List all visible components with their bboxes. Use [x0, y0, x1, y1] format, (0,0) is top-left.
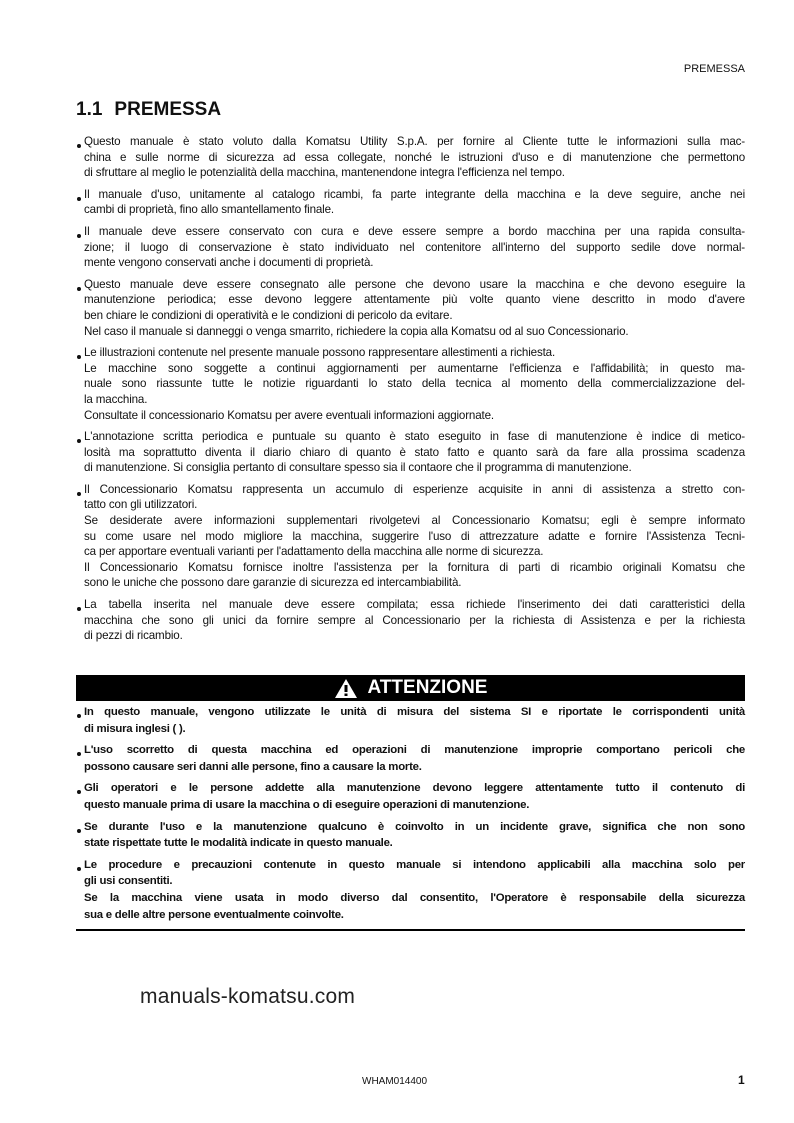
text-line: manutenzione periodica; esse devono leggere attentamente più volte quanto viene descritto in modo d'avere — [84, 293, 745, 307]
text-line: la macchina. — [84, 392, 148, 406]
text-line: state rispettate tutte le modalità indicate in questo manuale. — [84, 837, 393, 850]
watermark: manuals-komatsu.com — [140, 985, 356, 1008]
text-line: L'uso scorretto di questa macchina ed operazioni di manutenzione improprie comportano pericoli che — [84, 744, 745, 757]
text-line: In questo manuale, vengono utilizzate le unità di misura del sistema SI e riportate le corrispondenti unità — [84, 706, 745, 718]
bullet-item — [76, 780, 745, 813]
text-line: mente vengono conservati anche i documenti di proprietà. — [84, 256, 374, 270]
bullet-item — [76, 429, 745, 476]
warning-title: ATTENZIONE — [367, 677, 488, 698]
text-line: losità ma soprattutto diventa il diario chiaro di quanto è stato fatto e quanto sarà da fare alla prossima scadenza — [84, 445, 745, 459]
bullet-item — [76, 482, 745, 591]
text-line: Il manuale deve essere conservato con cura e deve essere sempre a bordo macchina per una rapida consulta- — [84, 224, 745, 238]
text-line: su come usare nel modo migliore la macchina, suggerire l'uso di attrezzature adatte e fornire l'Assistenza Tecni- — [84, 529, 745, 543]
text-line: china e sulle norme di sicurezza ad essa collegate, nonché le istruzioni d'uso e di manutenzione che permettono — [84, 150, 745, 164]
text-line: Il Concessionario Komatsu rappresenta un accumulo di esperienze acquisite in anni di assistenza a stretto con- — [84, 482, 745, 496]
text-line: Se desiderate avere informazioni supplementari rivolgetevi al Concessionario Komatsu; egli è sempre informato — [84, 514, 745, 528]
text-line: questo manuale prima di usare la macchina o di eseguire operazioni di manutenzione. — [84, 798, 530, 811]
running-header: PREMESSA — [683, 63, 745, 75]
text-line: Questo manuale deve essere consegnato alle persone che devono usare la macchina e che devono eseguire la — [84, 277, 745, 291]
text-line: Se durante l'uso e la manutenzione qualcuno è coinvolto in un incidente grave, significa che non sono — [84, 820, 745, 833]
section-divider — [76, 929, 745, 931]
text-line: gli usi consentiti. — [84, 875, 173, 888]
text-line: nuale sono riassunte tutte le notizie riguardanti lo stato della tecnica al momento della commercializzazione del- — [84, 377, 745, 391]
text-line: sono le uniche che possono dare garanzie di sicurezza ed intercambiabilità. — [84, 576, 462, 590]
text-line: tatto con gli utilizzatori. — [84, 498, 198, 512]
text-line: Le macchine sono soggette a continui aggiornamenti per aumentarne l'efficienza e l'affidabilità; in questo ma- — [84, 361, 745, 375]
text-line: zione; il luogo di conservazione è stato individuato nel contenitore all'interno del supporto sedile dove normal- — [84, 240, 745, 254]
section-title-text: PREMESSA — [114, 99, 222, 120]
text-line: Le illustrazioni contenute nel presente manuale possono rappresentare allestimenti a richiesta. — [84, 346, 556, 360]
text-line: Il manuale d'uso, unitamente al catalogo ricambi, fa parte integrante della macchina e la deve seguire, anche nei — [84, 187, 745, 201]
text-line: possono causare seri danni alle persone, fino a causare la morte. — [84, 760, 422, 773]
warning-triangle-icon — [334, 678, 358, 699]
section-title — [76, 99, 233, 121]
text-line: di misura inglesi ( ). — [84, 722, 186, 735]
text-line: cambi di proprietà, fino allo smantellamento finale. — [84, 203, 334, 217]
text-line: Le procedure e precauzioni contenute in questo manuale si intendono applicabili alla macchina solo per — [84, 858, 745, 871]
warning-bullet-list — [76, 704, 745, 928]
text-line: Il Concessionario Komatsu fornisce inoltre l'assistenza per la fornitura di parti di ricambio originali Komatsu che — [84, 560, 745, 574]
bullet-item — [76, 742, 745, 775]
bullet-item — [76, 704, 745, 737]
text-line: Gli operatori e le persone addette alla manutenzione devono leggere attentamente tutto il contenuto di — [84, 782, 745, 795]
text-line: Consultate il concessionario Komatsu per avere eventuali informazioni aggiornate. — [84, 408, 494, 422]
text-line: ben chiare le condizioni di operatività e le condizioni di pericolo da evitare. — [84, 308, 453, 322]
bullet-item — [76, 857, 745, 923]
text-line: Questo manuale è stato voluto dalla Komatsu Utility S.p.A. per fornire al Cliente tutte le informazioni sulla mac- — [84, 135, 745, 148]
text-line: L'annotazione scritta periodica e puntuale su quanto è stato eseguito in fase di manutenzione è indice di metico- — [84, 430, 745, 444]
bullet-item — [76, 819, 745, 852]
warning-banner — [76, 675, 745, 701]
document-code: WHAM014400 — [362, 1076, 428, 1087]
page-number: 1 — [738, 1073, 745, 1087]
text-line: di sfruttare al meglio le potenzialità della macchina, mantenendone integra l'efficienza nel tempo. — [84, 166, 565, 180]
bullet-item — [76, 277, 745, 339]
bullet-item — [76, 345, 745, 423]
text-line: sua e delle altre persone eventualmente coinvolte. — [84, 908, 344, 921]
text-line: macchina che sono gli unici da fornire sempre al Concessionario per la richiesta di Assistenza e per la richiesta — [84, 613, 745, 627]
bullet-item — [76, 597, 745, 644]
text-line: di manutenzione. Si consiglia pertanto di consultare spesso sia il contaore che il programma di manutenzione. — [84, 461, 632, 475]
text-line: Se la macchina viene usata in modo diverso dal consentito, l'Operatore è responsabile della sicurezza — [84, 891, 745, 904]
section-number: 1.1 — [76, 99, 103, 120]
bullet-item — [76, 224, 745, 271]
text-line: ca per apportare eventuali varianti per l'adattamento della macchina alle norme di sicurezza. — [84, 545, 544, 559]
text-line: di pezzi di ricambio. — [84, 629, 183, 643]
text-line: Nel caso il manuale si danneggi o venga smarrito, richiedere la copia alla Komatsu od al suo Concessionario. — [84, 324, 629, 338]
bullet-item — [76, 187, 745, 218]
bullet-item — [76, 134, 745, 181]
main-bullet-list — [76, 134, 745, 650]
text-line: La tabella inserita nel manuale deve essere compilata; essa richiede l'inserimento dei dati caratteristici della — [84, 598, 745, 612]
